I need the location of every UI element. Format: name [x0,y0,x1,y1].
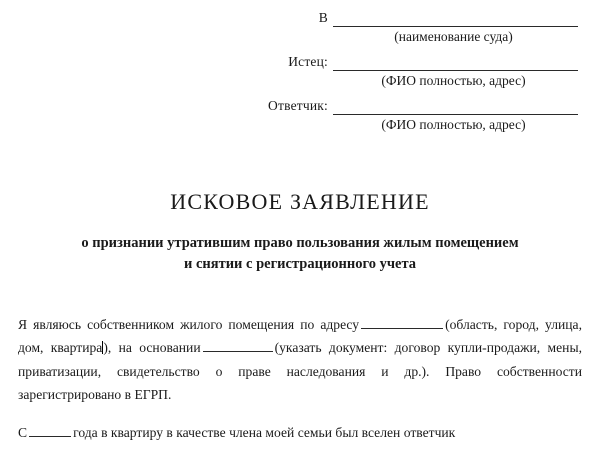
header-fill-line-court[interactable] [333,12,578,27]
header-label-defendant: Ответчик: [268,98,328,113]
header-caption-defendant-wrap [0,117,578,133]
header-row-court [0,10,578,27]
document-subtitle-line2: и снятии с регистрационного учета [183,256,417,273]
header-label-plaintiff: Истец: [288,54,328,69]
paragraph2-part2: года в квартиру в качестве члена моей семьи был вселен ответчик [73,424,456,440]
header-caption-court: (наименование суда) [394,29,513,44]
header-caption-plaintiff-wrap [0,73,578,89]
document-subtitle [0,233,600,275]
paragraph-ownership [18,313,582,407]
paragraph-defendant-move-in [18,421,582,444]
paragraph1-part3: ), на основании [103,340,201,356]
paragraph1-part2: (область, город, улица, дом, квартира [18,317,582,356]
document-body [0,313,600,444]
header-row-defendant [0,98,578,115]
header-fill-line-plaintiff[interactable] [333,56,578,71]
document-title: ИСКОВОЕ ЗАЯВЛЕНИЕ [170,189,430,214]
header-label-court: В [318,10,328,25]
header-fill-line-defendant[interactable] [333,100,578,115]
blank-year[interactable] [29,423,71,437]
document-subtitle-line1: о признании утратившим право пользования жилым помещением [81,235,519,251]
header-caption-court-wrap [0,29,578,45]
paragraph1-part1: Я являюсь собственником жилого помещения по адресу [18,317,360,333]
paragraph2-part1: С [18,424,28,440]
blank-address[interactable] [361,315,443,329]
header-caption-defendant: (ФИО полностью, адрес) [381,117,526,132]
blank-document-basis[interactable] [203,338,273,352]
header-row-plaintiff [0,54,578,71]
header-caption-plaintiff: (ФИО полностью, адрес) [381,73,526,88]
paragraph1-part4: (указать документ: договор купли-продажи, мены, приватизации, свидетельство о праве наследования и др.). Право собственности зарегистрировано в ЕГРП. [18,340,582,403]
court-header-block [0,0,600,133]
